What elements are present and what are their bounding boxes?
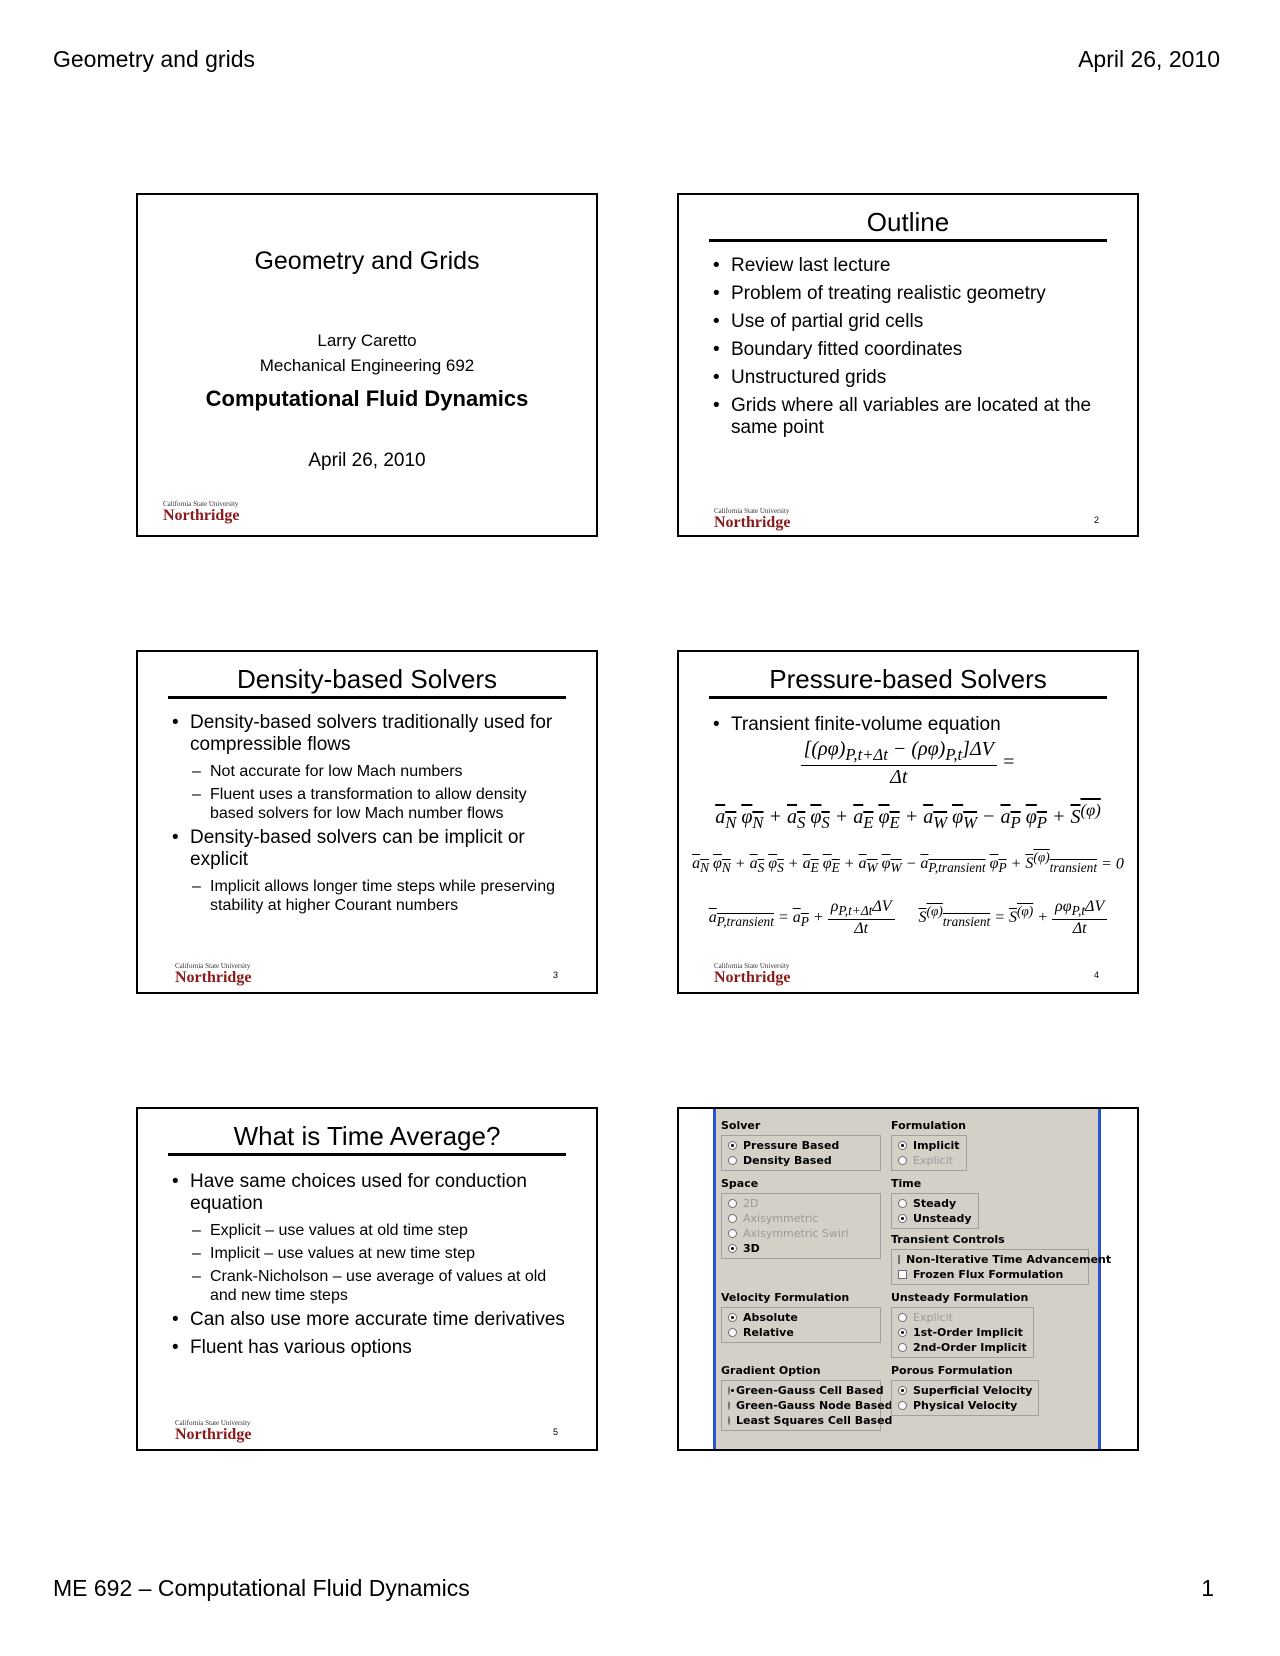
gradient-node-radio[interactable]: Green-Gauss Node Based [728,1398,874,1413]
slide-number: 3 [552,970,558,980]
page-header-left: Geometry and grids [53,46,255,72]
formulation-group: Formulation Implicit Explicit [891,1119,967,1171]
solver-group: Solver Pressure Based Density Based [721,1119,881,1171]
csun-logo: California State University Northridge [714,507,791,531]
slide-title: Density-based Solvers [168,664,566,699]
page-number: 1 [1201,1575,1214,1601]
list-subitem: – Explicit – use values at old time step [172,1221,572,1240]
csun-logo: California State University Northridge [163,500,240,524]
list-item: • Unstructured grids [713,367,1113,389]
slide-title: Outline [709,207,1107,242]
bullet-list [172,1171,572,1365]
list-item: • Review last lecture [713,255,1113,277]
space-3d-radio[interactable]: 3D [728,1241,874,1256]
time-unsteady-radio[interactable]: Unsteady [898,1211,972,1226]
velocity-absolute-radio[interactable]: Absolute [728,1310,874,1325]
space-axisymmetric-radio[interactable]: Axisymmetric [728,1211,874,1226]
page-footer-course: ME 692 – Computational Fluid Dynamics [53,1575,470,1601]
gradient-least-squares-radio[interactable]: Least Squares Cell Based [728,1413,874,1428]
unsteady-2nd-order-radio[interactable]: 2nd-Order Implicit [898,1340,1027,1355]
author-name: Larry Caretto [317,331,417,350]
list-subitem: – Fluent uses a transformation to allow density based solvers for low Mach number flows [172,785,572,823]
frozen-flux-checkbox[interactable]: Frozen Flux Formulation [898,1267,1082,1282]
slide-6 [677,1107,1139,1451]
space-group: Space 2D Axisymmetric Axisymmetric Swirl 3D [721,1177,881,1259]
porous-superficial-radio[interactable]: Superficial Velocity [898,1383,1032,1398]
lecture-date: April 26, 2010 [308,450,426,471]
slide-3 [136,650,598,994]
velocity-relative-radio[interactable]: Relative [728,1325,874,1340]
porous-physical-radio[interactable]: Physical Velocity [898,1398,1032,1413]
slide-number: 5 [552,1427,558,1437]
slide-title: What is Time Average? [168,1121,566,1156]
list-item: • Density-based solvers traditionally used for compressible flows [172,712,572,756]
list-item: • Transient finite-volume equation [713,714,1113,736]
unsteady-formulation-group: Unsteady Formulation Explicit 1st-Order Implicit 2nd-Order Implicit [891,1291,1034,1358]
slide-5 [136,1107,598,1451]
gradient-option-group: Gradient Option Green-Gauss Cell Based Green-Gauss Node Based Least Squares Cell Based [721,1364,881,1431]
page-header-date: April 26, 2010 [1078,46,1220,72]
slide-title: Geometry and Grids [254,247,480,275]
porous-formulation-group: Porous Formulation Superficial Velocity Physical Velocity [891,1364,1039,1416]
slide-number: 4 [1093,970,1099,980]
unsteady-explicit-radio[interactable]: Explicit [898,1310,1027,1325]
list-item: • Use of partial grid cells [713,311,1113,333]
non-iterative-checkbox[interactable]: Non-Iterative Time Advancement [898,1252,1082,1267]
list-subitem: – Crank-Nicholson – use average of values at old and new time steps [172,1267,572,1305]
equation-3: $a_{P,transient} = a_P$ + $\frac{\rho_{P,t+\Delta t}\Delta V}{\Delta t}$ $S^{(\varphi)}_{transient} = S^{(\varphi)}$ + $\frac{\rho\varphi_{P,t}\Delta V}{\Delta t}$ [679,898,1137,938]
slide-1 [136,193,598,537]
slide-title: Pressure-based Solvers [709,664,1107,699]
fluent-solver-panel [713,1109,1112,1449]
equation-2: $a_N$ $\varphi_N + a_S$ $\varphi_S + a_E$ $\varphi_E + a_W$ $\varphi_W - a_{P,transient}$ $\varphi_P + S^{(\varphi)}_{transient} = 0$ [692,850,1124,876]
outline-list [713,255,1113,445]
slide-4 [677,650,1139,994]
list-subitem: – Not accurate for low Mach numbers [172,762,572,781]
list-item: • Problem of treating realistic geometry [713,283,1113,305]
course-name: Mechanical Engineering 692 [259,356,475,375]
gradient-cell-radio[interactable]: Green-Gauss Cell Based [728,1383,874,1398]
formulation-implicit-radio[interactable]: Implicit [898,1138,960,1153]
list-item: • Grids where all variables are located at the same point [713,395,1113,439]
formulation-explicit-radio[interactable]: Explicit [898,1153,960,1168]
list-item: • Boundary fitted coordinates [713,339,1113,361]
velocity-formulation-group: Velocity Formulation Absolute Relative [721,1291,881,1343]
list-subitem: – Implicit allows longer time steps while preserving stability at higher Courant numbers [172,877,572,915]
equation-1: $\frac{[(\rho\varphi)_{P,t+\Delta t} - (\rho\varphi)_{P,t}]\Delta V}{\Delta t}$ = [679,738,1137,789]
course-subject: Computational Fluid Dynamics [205,386,529,411]
slide-number: 2 [1093,515,1099,525]
equation-1-rhs: $a_N$ $\varphi_N + a_S$ $\varphi_S + a_E$ $\varphi_E + a_W$ $\varphi_W - a_P$ $\varphi_P + S^{(\varphi)}$ [715,800,1101,832]
list-item: • Have same choices used for conduction equation [172,1171,572,1215]
list-item: • Can also use more accurate time derivatives [172,1309,572,1331]
list-subitem: – Implicit – use values at new time step [172,1244,572,1263]
solver-density-radio[interactable]: Density Based [728,1153,874,1168]
space-2d-radio[interactable]: 2D [728,1196,874,1211]
unsteady-1st-order-radio[interactable]: 1st-Order Implicit [898,1325,1027,1340]
solver-pressure-radio[interactable]: Pressure Based [728,1138,874,1153]
time-group: Time Steady Unsteady [891,1177,979,1229]
bullet-list [172,712,572,919]
csun-logo: California State University Northridge [175,962,252,986]
slide-2 [677,193,1139,537]
transient-controls-group: Transient Controls Non-Iterative Time Advancement Frozen Flux Formulation [891,1233,1089,1285]
time-steady-radio[interactable]: Steady [898,1196,972,1211]
csun-logo: California State University Northridge [175,1419,252,1443]
space-axisymmetric-swirl-radio[interactable]: Axisymmetric Swirl [728,1226,874,1241]
list-item: • Density-based solvers can be implicit or explicit [172,827,572,871]
list-item: • Fluent has various options [172,1337,572,1359]
csun-logo: California State University Northridge [714,962,791,986]
